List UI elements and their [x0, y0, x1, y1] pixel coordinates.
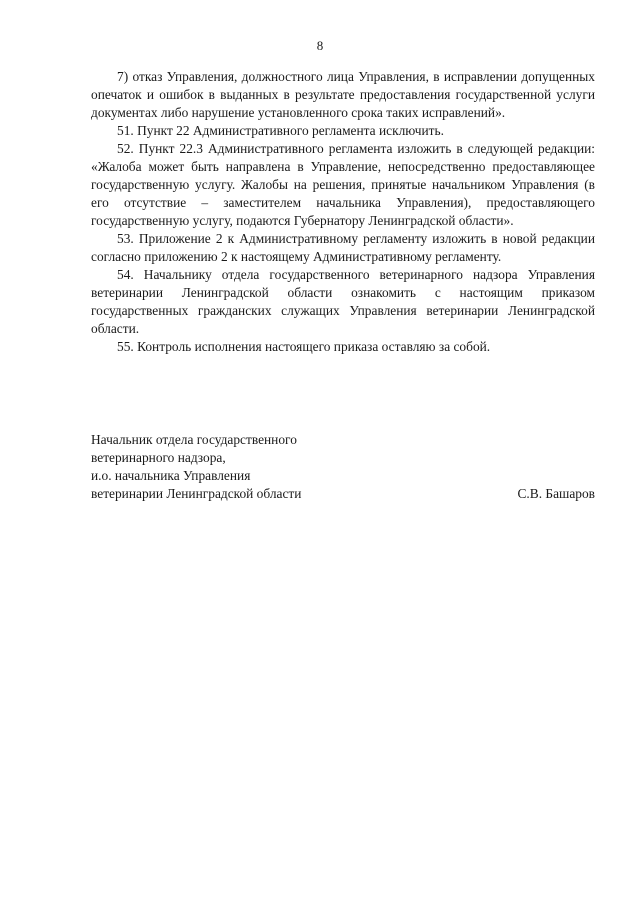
signature-title-line-1: Начальник отдела государственного	[91, 432, 297, 447]
signature-final-line	[91, 485, 595, 503]
paragraph-52: 52. Пункт 22.3 Административного регламента изложить в следующей редакции: «Жалоба может быть направлена в Управление, непосредственно предоставляющее государственную услугу. Жалобы на решения, принятые начальником Управления (в его отсутствие – заместителем начальника Управления), предоставляющего государственную услугу, подаются Губернатору Ленинградской области».	[91, 141, 595, 228]
page-number: 8	[316, 38, 324, 53]
signature-title-line-4: ветеринарии Ленинградской области	[91, 486, 302, 501]
document-body	[91, 68, 595, 356]
paragraph-item-7: 7) отказ Управления, должностного лица Управления, в исправлении допущенных опечаток и ошибок в выданных в результате предоставления государственной услуги документах либо нарушение установленного срока таких исправлений».	[91, 69, 595, 120]
paragraph-55: 55. Контроль исполнения настоящего приказа оставляю за собой.	[117, 339, 491, 354]
signatory-name: С.В. Башаров	[517, 486, 595, 501]
paragraph-53: 53. Приложение 2 к Административному регламенту изложить в новой редакции согласно приложению 2 к настоящему Административному регламенту.	[91, 231, 595, 264]
paragraph-54: 54. Начальнику отдела государственного ветеринарного надзора Управления ветеринарии Ленинградской области ознакомить с настоящим приказом государственных гражданских служащих Управления ветеринарии Ленинградской области.	[91, 267, 595, 336]
signature-block	[91, 431, 595, 503]
paragraph-51: 51. Пункт 22 Административного регламента исключить.	[117, 123, 444, 138]
signature-title-line-2: ветеринарного надзора,	[91, 450, 226, 465]
signature-title-line-3: и.о. начальника Управления	[91, 468, 251, 483]
